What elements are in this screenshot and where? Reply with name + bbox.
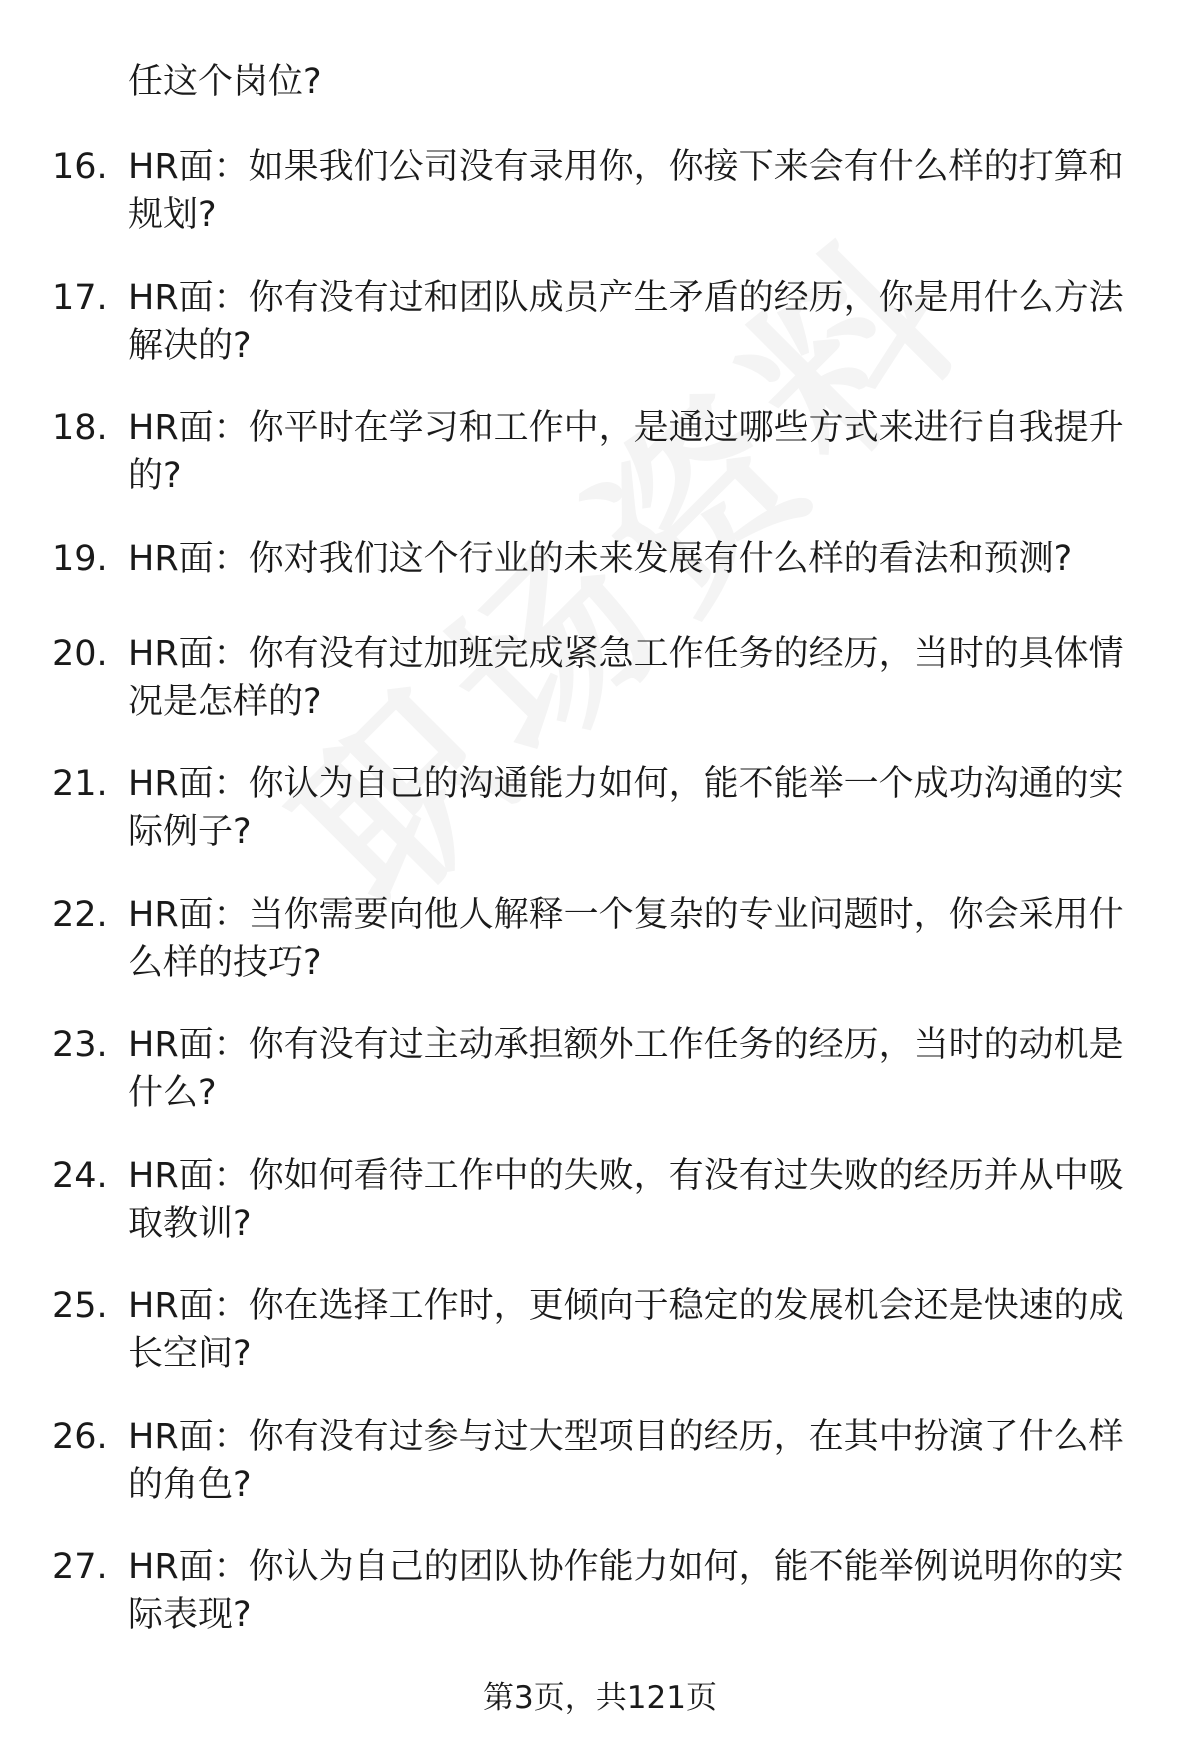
question-number: 20.	[52, 633, 108, 674]
question-number: 18.	[52, 408, 108, 448]
question-text: HR面：你有没有过参与过大型项目的经历，在其中扮演了什么样的角色?	[128, 1416, 1124, 1505]
question-text: HR面：你认为自己的沟通能力如何，能不能举一个成功沟通的实际例子?	[128, 764, 1124, 852]
question-number: 22.	[52, 894, 108, 935]
question-text: HR面：你对我们这个行业的未来发展有什么样的看法和预测?	[128, 538, 1073, 579]
question-item	[0, 1152, 1200, 1283]
question-text: HR面：如果我们公司没有录用你，你接下来会有什么样的打算和规划?	[128, 147, 1124, 235]
question-text: HR面：你有没有过和团队成员产生矛盾的经历，你是用什么方法解决的?	[128, 277, 1124, 366]
question-text: HR面：你如何看待工作中的失败，有没有过失败的经历并从中吸取教训?	[128, 1155, 1124, 1244]
question-item	[0, 1413, 1200, 1544]
question-item	[0, 760, 1200, 891]
question-item	[0, 1543, 1200, 1674]
question-number: 27.	[52, 1547, 108, 1587]
question-text: HR面：你有没有过主动承担额外工作任务的经历，当时的动机是什么?	[128, 1025, 1124, 1113]
question-item	[0, 1021, 1200, 1152]
page-footer: 第3页，共121页	[483, 1680, 717, 1716]
question-number: 19.	[52, 538, 108, 579]
question-text: HR面：你认为自己的团队协作能力如何，能不能举例说明你的实际表现?	[128, 1547, 1124, 1635]
question-number: 23.	[52, 1025, 108, 1065]
question-item	[0, 630, 1200, 761]
question-list	[0, 143, 1200, 1674]
question-number: 26.	[52, 1416, 108, 1457]
question-number: 21.	[52, 764, 108, 804]
question-number: 24.	[52, 1155, 108, 1196]
question-text: HR面：你平时在学习和工作中，是通过哪些方式来进行自我提升的?	[128, 408, 1124, 496]
question-item	[0, 891, 1200, 1022]
continued-question-text: 任这个岗位?	[128, 62, 322, 102]
question-text: HR面：当你需要向他人解释一个复杂的专业问题时，你会采用什么样的技巧?	[128, 894, 1124, 983]
question-item	[0, 1282, 1200, 1413]
question-number: 17.	[52, 277, 108, 318]
question-number: 25.	[52, 1286, 108, 1326]
question-item	[0, 274, 1200, 405]
question-number: 16.	[52, 147, 108, 187]
question-item	[0, 535, 1200, 630]
question-text: HR面：你在选择工作时，更倾向于稳定的发展机会还是快速的成长空间?	[128, 1286, 1124, 1374]
question-item	[0, 143, 1200, 274]
question-text: HR面：你有没有过加班完成紧急工作任务的经历，当时的具体情况是怎样的?	[128, 633, 1124, 722]
question-item	[0, 404, 1200, 535]
